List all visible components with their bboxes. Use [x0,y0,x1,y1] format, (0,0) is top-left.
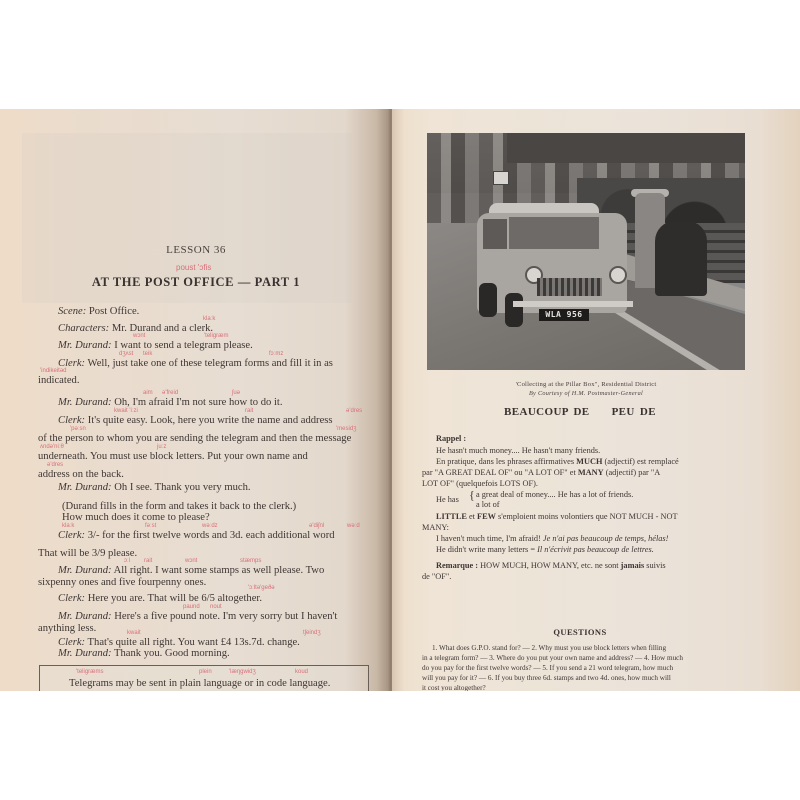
phonetic-additional: ə'diʃnl [309,523,325,529]
phonetic-stamps: stæmps [240,558,262,564]
line-text: 3/- for the first twelve words and 3d. each additional word [87,530,335,541]
phonetic-use: juːz [157,444,167,450]
speaker-clerk: Clerk: [58,637,86,648]
line-text: Oh, I'm afraid I'm not sure how to do it. [114,397,283,408]
dialogue-line-8 [58,565,324,577]
dialogue-line-4-cont-1: of the person to whom you are sending the telegram and then the message [38,433,352,444]
phonetic-all: ɔːl [124,558,130,564]
phonetic-word: wəːd [347,523,360,529]
headlight [609,266,627,284]
phonetic-person: 'pəːsn [70,426,86,432]
phonetic-code: koud [295,669,309,675]
dialogue-line-12 [58,648,230,660]
question-line: do you pay for the first twelve words? — 5. If you send a 21 word telegram, how much [422,664,674,672]
line-text: Here's a five pound note. I'm very sorry but I haven't [114,611,338,622]
dialogue-line-2-cont: indicated. [38,375,80,386]
phonetic-language: 'læŋgwidʒ [229,669,256,675]
phonetic-address-2: ə'dres [47,462,64,468]
note-box [39,665,369,691]
line-text: I want to send a telegram please. [114,340,253,351]
rappel-line-6: LITTLE et FEW s'emploient moins volontiers que NOT MUCH - NOT [436,512,678,521]
rappel-line-2: En pratique, dans les phrases affirmatives MUCH (adjectif) est remplacé [436,457,679,466]
speaker-clerk: Clerk: [58,593,86,604]
characters-text-clerk: clerk. [189,323,214,334]
phonetic-telegrams: 'teligræms [76,669,104,675]
lesson-number: LESSON 36 [166,244,226,256]
rappel-line-9: He didn't write many letters = Il n'écrivit pas beaucoup de lettres. [436,545,654,554]
dialogue-line-7 [58,530,335,542]
phonetic-forms: fɔːmz [269,351,284,357]
phonetic-write: rait [245,408,254,414]
line-text: Well, just take one of these telegram forms and fill it in as [87,358,333,369]
grammar-title [392,406,768,418]
dialogue-line-8-cont: sixpenny ones and five fourpenny ones. [38,577,207,588]
rappel-line-1: He hasn't much money.... He hasn't many friends. [436,446,601,455]
dialogue-line-4-cont-2: underneath. You must use block letters. Put your own name and [38,451,308,462]
questions-title: QUESTIONS [553,627,607,637]
phonetic-afraid: ə'freid [162,390,179,396]
phonetic-clerk-2: klaːk [62,523,75,529]
phonetic-quite: kwait [127,630,141,636]
phonetic-right: rait [144,558,153,564]
rappel-line-7: MANY: [422,523,449,532]
speaker-clerk: Clerk: [58,530,86,541]
dialogue-line-1 [58,340,253,352]
phonetic-im: aim [143,390,153,396]
left-page [0,109,392,691]
phonetic-words: wəːdz [202,523,218,529]
rappel-label: Rappel : [436,434,467,443]
rappel-line-3: par "A GREAT DEAL OF" ou "A LOT OF" et MANY (adjectif) par "A [422,468,661,477]
scene-line [58,306,139,318]
dialogue-line-6: How much does it come to please? [62,512,210,523]
phonetic-message: 'mesidʒ [336,426,357,432]
speaker-clerk: Clerk: [58,415,86,426]
phonetic-indicated: 'indikeitəd [40,368,67,374]
lesson-title: AT THE POST OFFICE — PART 1 [91,275,301,289]
question-line: will you pay for it? — 6. If you buy three 6d. stamps and two 4d. ones, how much will [422,674,671,682]
photo-caption: 'Collecting at the Pillar Box", Residential District [515,381,657,388]
speaker-clerk: Clerk: [58,358,86,369]
dialogue-line-10 [58,611,337,623]
postman [655,221,707,296]
phonetic-clerk: klaːk [203,316,216,322]
line-text: Here you are. That will be 6/5 altogether. [87,593,262,604]
stage-direction: (Durand fills in the form and takes it back to the clerk.) [62,501,297,512]
question-line: in a telegram form? — 3. Where do you put your own name and address? — 4. How much [422,654,683,662]
scene-text: Post Office. [88,306,140,317]
photo-credit: By Courtesy of H.M. Postmaster-General [528,390,644,397]
speaker-durand: Mr. Durand: [58,611,112,622]
speaker-durand: Mr. Durand: [58,482,112,493]
brace-icon: { [469,488,475,502]
street-sign [493,171,509,185]
phonetic-altogether: 'ɔːltə'geðə [248,585,275,591]
dialogue-line-2 [58,358,333,370]
car-grille [537,278,602,296]
title-phonetic: poust 'ɔfis [176,263,212,272]
line-text: Oh I see. Thank you very much. [114,482,251,493]
dialogue-line-5 [58,482,251,494]
phonetic-address: ə'dres [346,408,363,414]
phonetic-just: dʒʌst [119,351,134,357]
speaker-durand: Mr. Durand: [58,565,112,576]
dialogue-line-10-cont: anything less. [38,623,97,634]
phonetic-telegram: 'teligræm [204,333,229,339]
question-line: it cost you altogether? [422,684,486,691]
phonetic-sure: ʃuə [232,390,241,396]
rappel-line-8: I haven't much time, I'm afraid! Je n'ai pas beaucoup de temps, hélas! [436,534,669,543]
rappel-line-4: LOT OF" (quelquefois LOTS OF). [422,479,538,488]
open-book [0,109,800,691]
grammar-title-a: BEAUCOUP DE [504,406,590,418]
pillar-box-photo [427,133,745,370]
speaker-durand: Mr. Durand: [58,397,112,408]
line-text: All right. I want some stamps as well please. Two [113,565,325,576]
right-page [392,109,800,691]
line-text: It's quite easy. Look, here you write the name and address [87,415,333,426]
phonetic-take: teik [143,351,153,357]
rappel-line-5b: a lot of [476,500,500,509]
characters-text: Mr. Durand and a [111,323,190,334]
line-text: That's quite all right. You want £4 13s.7d. change. [87,637,300,648]
license-plate: WLA 956 [539,309,589,321]
line-text: Thank you. Good morning. [114,648,230,659]
scene-label: Scene: [58,306,87,317]
note-text: Telegrams may be sent in plain language or in code language. [69,678,331,689]
rappel-line-5-lead: He has [436,495,459,504]
question-line: 1. What does G.P.O. stand for? — 2. Why must you use block letters when filling [432,644,667,652]
dialogue-line-4-cont-3: address on the back. [38,469,124,480]
remarque-cont: de "OF". [422,572,452,581]
phonetic-quite-easy: kwait 'iːzi [114,408,138,414]
phonetic-underneath: ʌndə'niːθ [40,444,64,450]
grammar-title-b: PEU DE [611,406,656,418]
phonetic-pound: paund [183,604,200,610]
phonetic-note: nout [210,604,222,610]
dialogue-line-7-cont: That will be 3/9 please. [38,548,138,559]
speaker-durand: Mr. Durand: [58,648,112,659]
phonetic-first: fəːst [145,523,157,529]
phonetic-want-2: wɔnt [185,558,198,564]
dialogue-line-9 [58,593,262,605]
characters-label: Characters: [58,323,110,334]
speaker-durand: Mr. Durand: [58,340,112,351]
rappel-line-5a: a great deal of money.... He has a lot of friends. [476,490,634,499]
remarque-line: Remarque : HOW MUCH, HOW MANY, etc. ne sont jamais suivis [436,561,666,570]
dialogue-line-4 [58,415,333,427]
phonetic-change: tʃeindʒ [303,630,321,636]
phonetic-want: wɔnt [133,333,146,339]
phonetic-plain: plein [199,669,212,675]
